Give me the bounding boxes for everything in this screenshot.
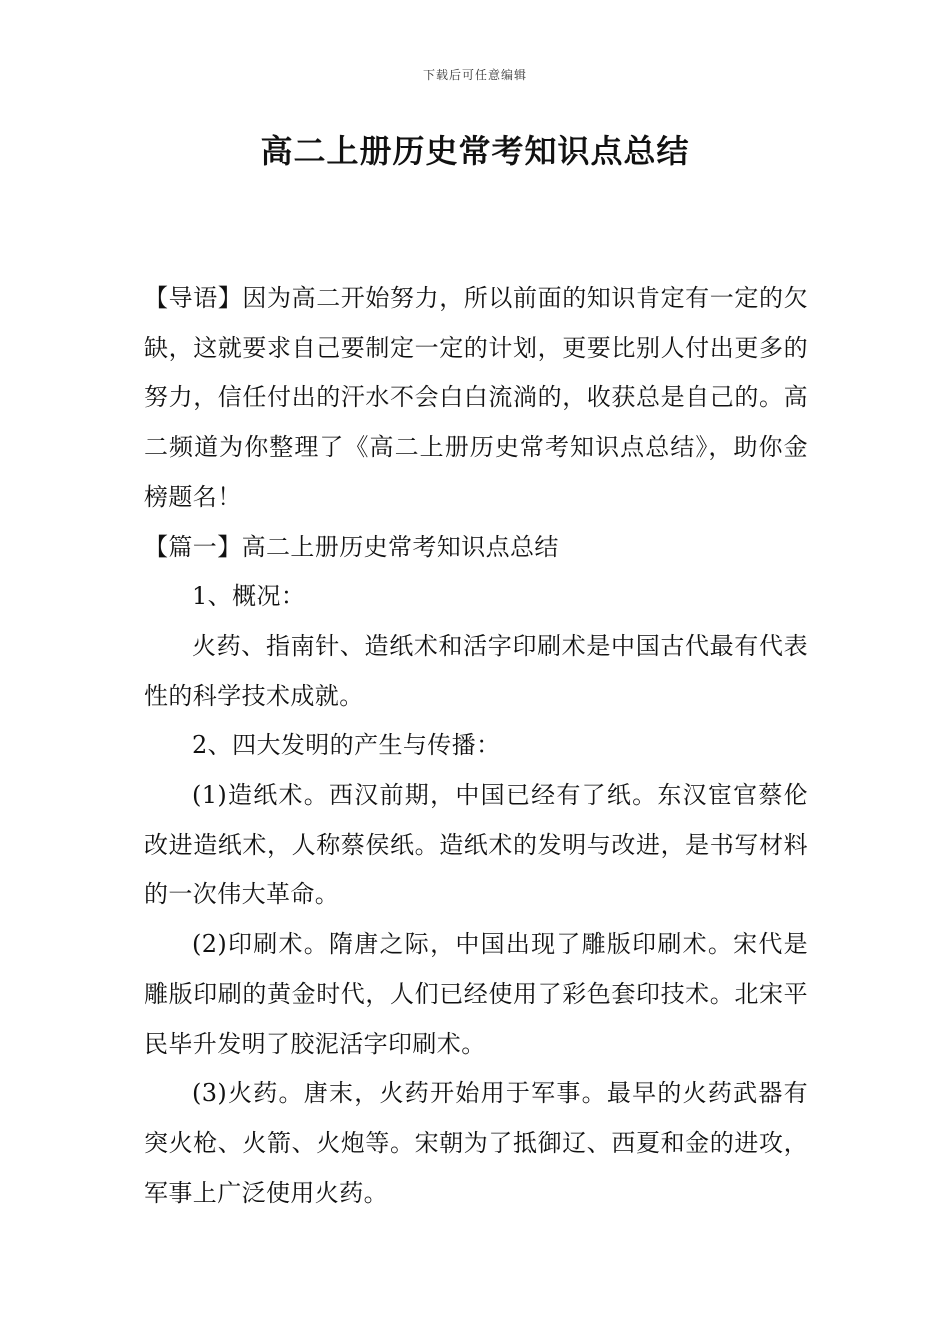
intro-paragraph: 【导语】因为高二开始努力，所以前面的知识肯定有一定的欠缺，这就要求自己要制定一定的计划，更要比别人付出更多的努力，信任付出的汗水不会白白流淌的，收获总是自己的。高二频道为你整理了《高二上册历史常考知识点总结》，助你金榜题名！ <box>144 284 808 511</box>
section-heading: 【篇一】高二上册历史常考知识点总结 <box>144 532 559 561</box>
gunpowder-paragraph: (3)火药。唐末，火药开始用于军事。最早的火药武器有突火枪、火箭、火炮等。宋朝为了抵御辽、西夏和金的进攻，军事上广泛使用火药。 <box>144 1079 808 1207</box>
document-body <box>144 274 808 1218</box>
paper-paragraph: (1)造纸术。西汉前期，中国已经有了纸。东汉宦官蔡伦改进造纸术，人称蔡侯纸。造纸术的发明与改进，是书写材料的一次伟大革命。 <box>144 781 808 909</box>
overview-paragraph: 火药、指南针、造纸术和活字印刷术是中国古代最有代表性的科学技术成就。 <box>144 631 808 710</box>
printing-paragraph: (2)印刷术。隋唐之际，中国出现了雕版印刷术。宋代是雕版印刷的黄金时代，人们已经使用了彩色套印技术。北宋平民毕升发明了胶泥活字印刷术。 <box>144 930 808 1058</box>
document-title: 高二上册历史常考知识点总结 <box>260 132 690 170</box>
subheading-inventions: 2、四大发明的产生与传播： <box>192 731 501 760</box>
subheading-overview: 1、概况： <box>192 582 306 611</box>
header-note: 下载后可任意编辑 <box>422 68 527 82</box>
